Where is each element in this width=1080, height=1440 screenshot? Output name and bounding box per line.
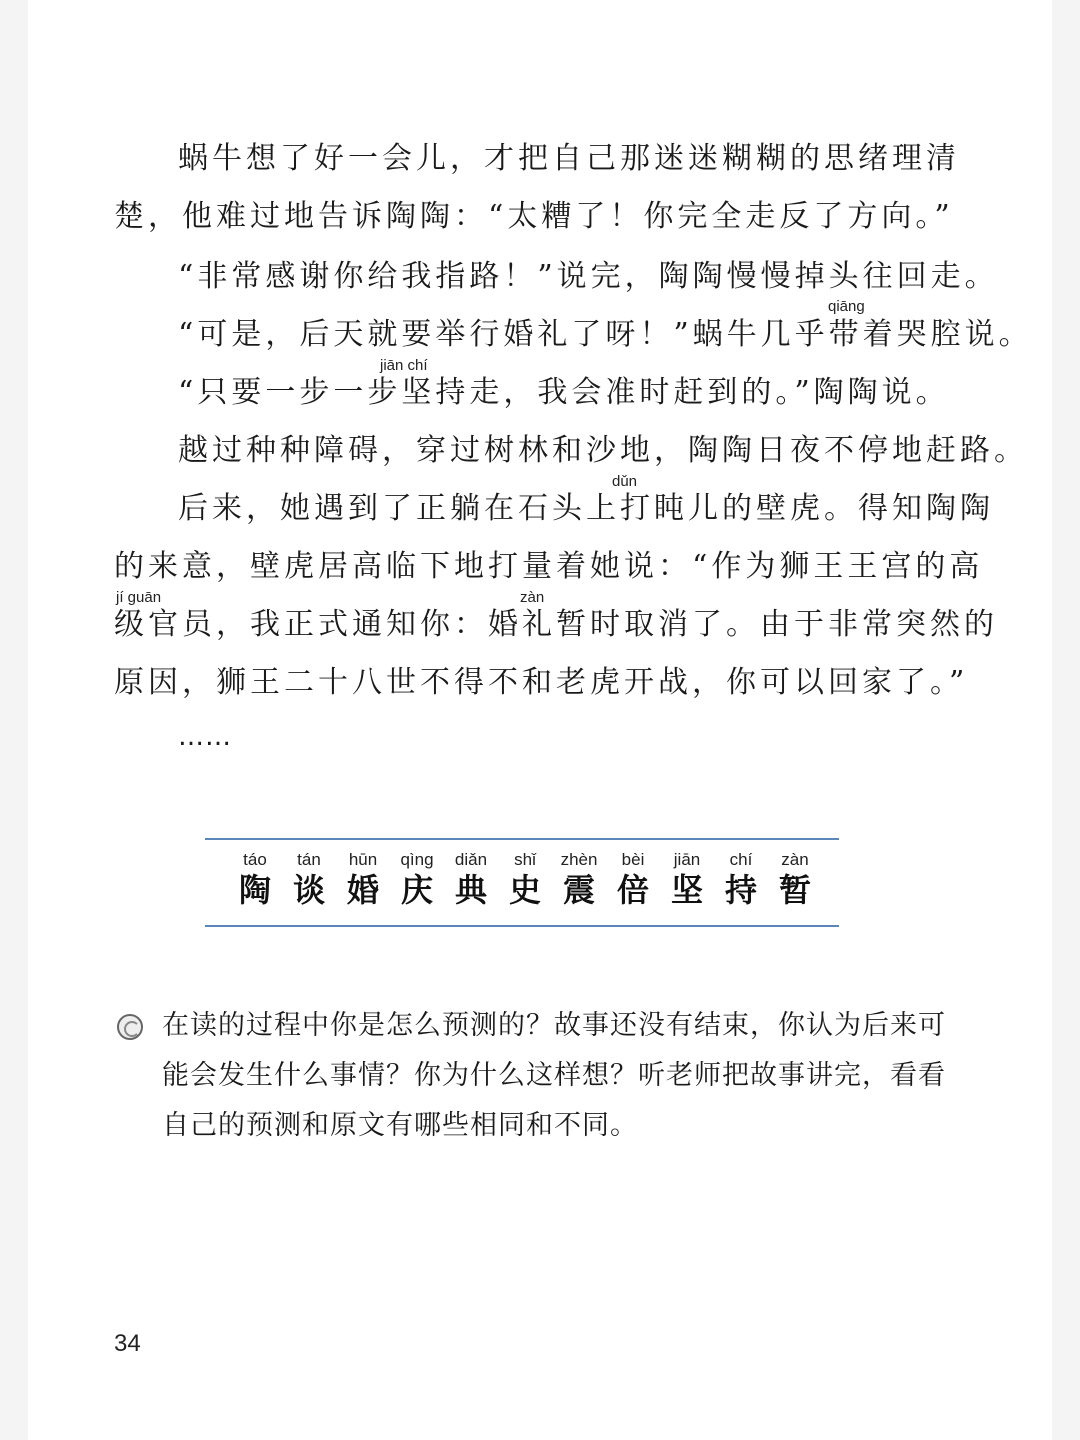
story-ellipsis: …… <box>178 722 232 752</box>
vocab-character: 谈 <box>292 871 325 909</box>
vocab-pinyin: qìng <box>400 850 434 869</box>
vocab-pinyin: bèi <box>621 850 645 869</box>
vocab-item-tan <box>282 850 336 910</box>
story-line-8: 的来意，壁虎居高临下地打量着她说：“作为狮王王宫的高 <box>114 549 984 584</box>
question-line-1: 在读的过程中你是怎么预测的？故事还没有结束，你认为后来可 <box>162 1010 946 1041</box>
question-line-2: 能会发生什么事情？你为什么这样想？听老师把故事讲完，看看 <box>162 1060 946 1091</box>
vocab-item-dian <box>444 850 498 910</box>
story-line-2: 楚，他难过地告诉陶陶：“太糟了！你完全走反了方向。” <box>114 199 954 234</box>
story-line-7: 后来，她遇到了正躺在石头上打盹儿的壁虎。得知陶陶 <box>178 491 994 526</box>
vocab-top-rule <box>205 838 839 840</box>
vocab-item-bei <box>606 850 660 910</box>
story-line-1: 蜗牛想了好一会儿，才把自己那迷迷糊糊的思绪理清 <box>178 141 960 176</box>
vocab-pinyin: shǐ <box>514 850 536 869</box>
vocab-pinyin: táo <box>243 850 267 869</box>
question-line-3: 自己的预测和原文有哪些相同和不同。 <box>162 1110 638 1141</box>
story-line-6: 越过种种障碍，穿过树林和沙地，陶陶日夜不停地赶路。 <box>178 433 1028 468</box>
vocab-item-jian <box>660 850 714 910</box>
pinyin-dun: dǔn <box>612 473 638 490</box>
new-characters-box <box>205 838 839 928</box>
vocab-pinyin: zàn <box>781 850 809 869</box>
story-line-5: “只要一步一步坚持走，我会准时赶到的。”陶陶说。 <box>178 375 950 410</box>
discussion-icon <box>117 1014 143 1040</box>
vocab-character: 坚 <box>670 871 703 909</box>
story-line-10: 原因，狮王二十八世不得不和老虎开战，你可以回家了。” <box>114 665 969 700</box>
vocab-character: 陶 <box>238 871 271 909</box>
vocab-pinyin: diǎn <box>454 850 488 869</box>
vocab-item-chi <box>714 850 768 910</box>
vocab-item-zan <box>768 850 822 910</box>
vocab-item-hun <box>336 850 390 910</box>
vocab-character: 史 <box>508 871 541 909</box>
vocab-character: 持 <box>724 871 757 909</box>
story-line-4: “可是，后天就要举行婚礼了呀！”蜗牛几乎带着哭腔说。 <box>178 317 1033 352</box>
vocab-item-qing <box>390 850 444 910</box>
vocab-item-shi <box>498 850 552 910</box>
vocab-character: 倍 <box>616 871 649 909</box>
vocab-pinyin: jiān <box>673 850 701 869</box>
pinyin-jianchi: jiān chí <box>380 357 428 374</box>
pinyin-jiguan: jí guān <box>116 589 162 606</box>
story-line-3: “非常感谢你给我指路！”说完，陶陶慢慢掉头往回走。 <box>178 259 999 294</box>
vocab-item-tao <box>228 850 282 910</box>
vocab-character: 典 <box>454 871 487 909</box>
textbook-page <box>28 0 1052 1440</box>
story-line-9: 级官员，我正式通知你：婚礼暂时取消了。由于非常突然的 <box>114 607 998 642</box>
vocab-character: 震 <box>562 871 595 909</box>
vocab-character: 暂 <box>778 871 811 909</box>
pinyin-qiang: qiāng <box>828 298 865 315</box>
page-number: 34 <box>114 1330 141 1357</box>
vocab-pinyin: zhèn <box>560 850 598 869</box>
vocab-pinyin: tán <box>297 850 321 869</box>
vocab-pinyin: hūn <box>348 850 378 869</box>
vocab-pinyin: chí <box>729 850 753 869</box>
vocab-bottom-rule <box>205 925 839 927</box>
vocab-character: 庆 <box>400 871 433 909</box>
vocab-item-zhen <box>552 850 606 910</box>
vocab-character: 婚 <box>346 871 379 909</box>
pinyin-zan: zàn <box>520 589 545 606</box>
